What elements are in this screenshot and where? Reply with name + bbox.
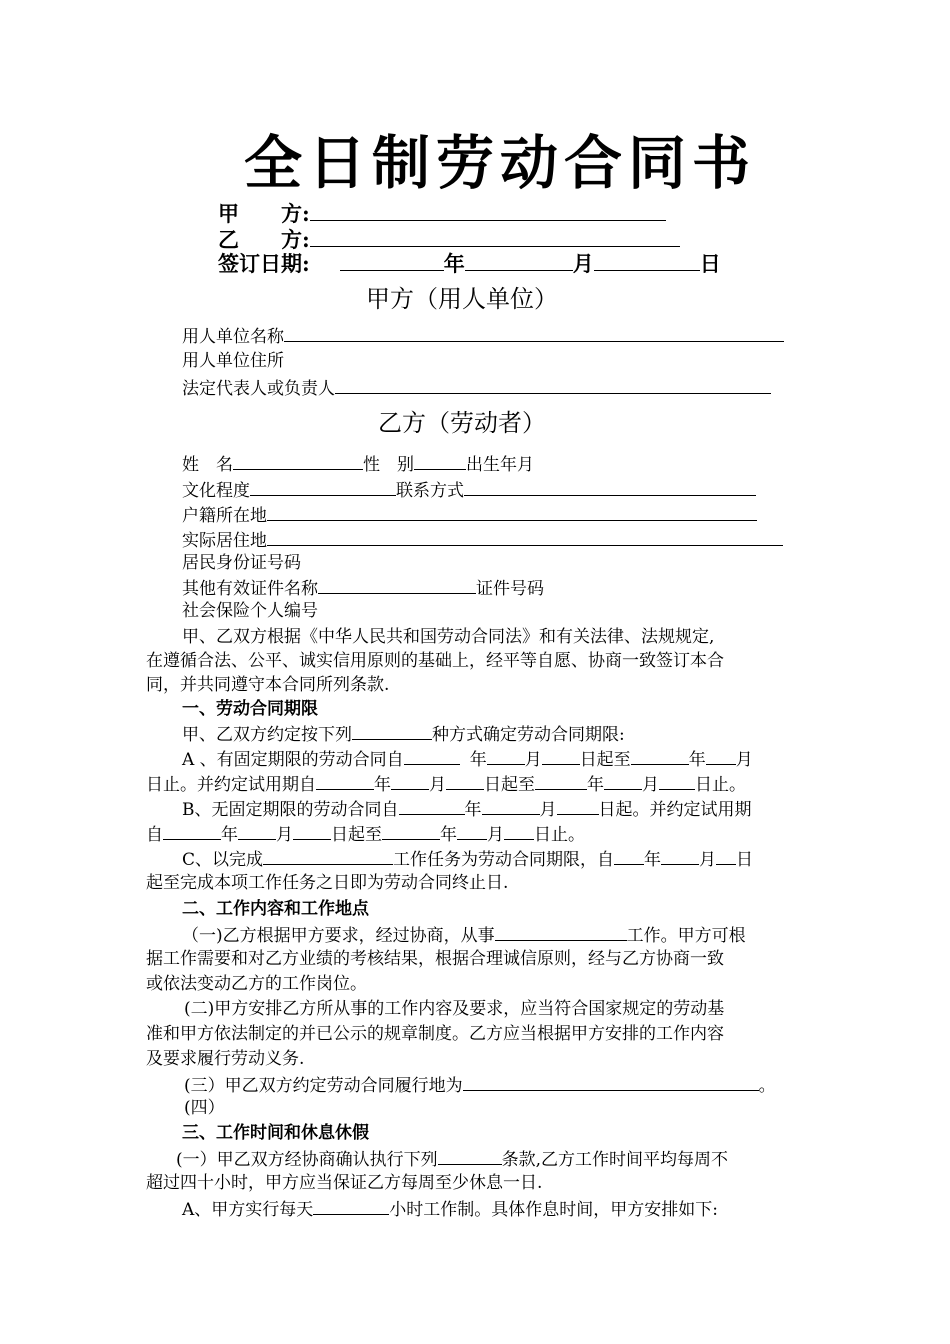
clause-1-a-prob-end-day-blank[interactable] xyxy=(659,772,695,790)
clause-1-a-line-2 xyxy=(146,772,746,796)
clause-2-p2-line-2: 准和甲方依法制定的并已公示的规章制度。乙方应当根据甲方安排的工作内容 xyxy=(146,1024,724,1044)
party-a-address-row xyxy=(182,350,284,372)
party-b-education-label: 文化程度 xyxy=(182,481,250,501)
clause-1-a-prob-year-label: 年 xyxy=(374,775,391,795)
cover-party-b-blank[interactable] xyxy=(310,229,680,247)
clause-1-a-prob-from-label: 日起至 xyxy=(484,775,535,795)
clause-1-b-prob-year-blank[interactable] xyxy=(163,822,221,840)
party-a-legal-rep-label: 法定代表人或负责人 xyxy=(182,379,335,399)
clause-1-b-day-blank[interactable] xyxy=(557,797,599,815)
party-b-social-security-row xyxy=(182,600,318,622)
clause-1-method-blank[interactable] xyxy=(352,722,432,740)
preamble-line-2: 在遵循合法、公平、诚实信用原则的基础上，经平等自愿、协商一致签订本合 xyxy=(146,651,724,671)
clause-1-b-prob-end-day-blank[interactable] xyxy=(504,822,534,840)
cover-year-blank[interactable] xyxy=(340,253,444,271)
clause-1-a-month-label: 月 xyxy=(524,750,542,770)
cover-party-b-label: 乙 方: xyxy=(218,227,310,252)
clause-1-b-prob-from-label: 日起至 xyxy=(331,825,382,845)
clause-2-heading: 二、工作内容和工作地点 xyxy=(182,899,369,919)
clause-1-c-month-label: 月 xyxy=(699,850,717,870)
cover-day-label: 日 xyxy=(699,251,721,276)
clause-1-b-line-2 xyxy=(146,822,585,846)
cover-month-label: 月 xyxy=(572,251,594,276)
clause-1-a-month-blank[interactable] xyxy=(487,747,525,765)
party-b-contact-label: 联系方式 xyxy=(396,481,464,501)
clause-3-clause-blank[interactable] xyxy=(438,1147,502,1165)
clause-2-p1-text-2: 工作。甲方可根 xyxy=(626,926,746,946)
cover-sign-date-label: 签订日期: xyxy=(218,251,310,276)
party-b-residence-blank[interactable] xyxy=(267,528,783,546)
cover-sign-date-row xyxy=(218,250,721,278)
clause-1-a-prob-end-month-blank[interactable] xyxy=(604,772,642,790)
clause-3-pa-text-2: 小时工作制。具体作息时间，甲方安排如下: xyxy=(389,1200,719,1220)
clause-1-a-end-year-label: 年 xyxy=(688,750,706,770)
clause-1-a-prob-year-blank[interactable] xyxy=(316,772,374,790)
cover-party-a-row xyxy=(218,200,666,228)
party-b-other-id-number-label: 证件号码 xyxy=(476,579,544,599)
party-b-education-blank[interactable] xyxy=(250,478,396,496)
party-a-heading: 甲方（用人单位） xyxy=(366,285,558,313)
party-b-heading: 乙方（劳动者） xyxy=(378,409,546,437)
clause-1-c-line-1 xyxy=(182,847,753,871)
party-b-name-label: 姓 名 xyxy=(182,455,233,475)
clause-1-b-prob-end-month-label: 月 xyxy=(487,825,504,845)
clause-1-c-line-2: 起至完成本项工作任务之日即为劳动合同终止日. xyxy=(146,873,509,893)
party-b-hukou-label: 户籍所在地 xyxy=(182,506,267,526)
cover-year-label: 年 xyxy=(443,251,465,276)
party-b-residence-label: 实际居住地 xyxy=(182,531,267,551)
clause-1-a-prob-end-year-label: 年 xyxy=(587,775,604,795)
clause-2-p1-text: （一)乙方根据甲方要求，经过协商，从事 xyxy=(182,926,495,946)
clause-1-a-day-blank[interactable] xyxy=(542,747,580,765)
party-b-name-blank[interactable] xyxy=(233,452,363,470)
clause-1-a-end-month-label: 月 xyxy=(735,750,753,770)
clause-1-b-year-label: 年 xyxy=(464,800,482,820)
party-b-gender-blank[interactable] xyxy=(414,452,466,470)
clause-1-a-prob-month-blank[interactable] xyxy=(391,772,429,790)
clause-1-a-from-label: 日起至 xyxy=(579,750,631,770)
clause-2-location-blank[interactable] xyxy=(463,1073,759,1091)
clause-3-p1-text-2: 条款,乙方工作时间平均每周不 xyxy=(501,1150,729,1170)
party-b-id-label: 居民身份证号码 xyxy=(182,553,301,573)
document-title: 全日制劳动合同书 xyxy=(244,129,757,197)
cover-day-blank[interactable] xyxy=(594,253,700,271)
party-b-other-id-label: 其他有效证件名称 xyxy=(182,579,318,599)
clause-2-p2-line-1: (二)甲方安排乙方所从事的工作内容及要求，应当符合国家规定的劳动基 xyxy=(184,999,725,1019)
clause-1-b-line-1 xyxy=(182,797,752,821)
clause-1-c-mid-text: 工作任务为劳动合同期限，自 xyxy=(393,850,615,870)
party-a-name-blank[interactable] xyxy=(284,324,784,342)
clause-1-intro xyxy=(182,722,625,746)
clause-2-job-blank[interactable] xyxy=(495,923,627,941)
party-b-birth-label: 出生年月 xyxy=(466,455,534,475)
party-b-other-id-row xyxy=(182,576,544,600)
clause-2-p4: (四） xyxy=(184,1098,225,1118)
clause-1-b-prob-end-year-label: 年 xyxy=(440,825,457,845)
clause-1-a-end-month-blank[interactable] xyxy=(706,747,736,765)
party-b-contact-blank[interactable] xyxy=(464,478,756,496)
clause-1-b-month-label: 月 xyxy=(539,800,557,820)
party-b-gender-label: 性 别 xyxy=(363,455,414,475)
party-b-hukou-row xyxy=(182,503,757,527)
clause-1-c-day-blank[interactable] xyxy=(716,847,736,865)
clause-1-a-prob-end-year-blank[interactable] xyxy=(535,772,587,790)
clause-1-a-probation-text: 日止。并约定试用期自 xyxy=(146,775,316,795)
clause-1-intro-text-2: 种方式确定劳动合同期限: xyxy=(432,725,625,745)
clause-1-b-year-blank[interactable] xyxy=(399,797,465,815)
clause-1-b-month-blank[interactable] xyxy=(482,797,540,815)
clause-1-b-prob-stop-label: 日止。 xyxy=(534,825,585,845)
clause-2-p3-text: (三）甲乙双方约定劳动合同履行地为 xyxy=(184,1076,463,1096)
clause-1-c-month-blank[interactable] xyxy=(661,847,699,865)
party-b-social-security-label: 社会保险个人编号 xyxy=(182,601,318,621)
party-b-id-row xyxy=(182,552,301,574)
clause-1-c-year-label: 年 xyxy=(644,850,662,870)
preamble-line-3: 同，并共同遵守本合同所列条款. xyxy=(146,675,390,695)
clause-3-p1-line-2: 超过四十小时，甲方应当保证乙方每周至少休息一日. xyxy=(146,1173,543,1193)
party-a-legal-rep-row xyxy=(182,376,771,400)
clause-2-p2-line-3: 及要求履行劳动义务. xyxy=(146,1049,305,1069)
clause-1-heading: 一、劳动合同期限 xyxy=(182,699,318,719)
clause-3-pa-text: A、甲方实行每天 xyxy=(182,1200,314,1220)
clause-1-b-prob-year-label: 年 xyxy=(221,825,238,845)
party-a-address-label: 用人单位住所 xyxy=(182,351,284,371)
clause-1-a-year-label: 年 xyxy=(469,750,487,770)
clause-1-a-year-blank[interactable] xyxy=(404,747,460,765)
clause-1-b-prob-end-month-blank[interactable] xyxy=(457,822,487,840)
clause-1-a-prob-month-label: 月 xyxy=(429,775,446,795)
clause-2-p3-end: 。 xyxy=(758,1076,776,1096)
party-b-name-row xyxy=(182,452,534,476)
party-b-education-row xyxy=(182,478,756,502)
cover-month-blank[interactable] xyxy=(465,253,573,271)
clause-1-a-end-year-blank[interactable] xyxy=(631,747,689,765)
clause-1-a-prob-stop-label: 日止。 xyxy=(695,775,746,795)
clause-3-p1-line-1 xyxy=(176,1147,728,1171)
party-b-hukou-blank[interactable] xyxy=(267,503,757,521)
clause-1-b-prob-day-blank[interactable] xyxy=(293,822,331,840)
clause-1-c-day-label: 日 xyxy=(736,850,754,870)
clause-2-p1-line-3: 或依法变动乙方的工作岗位。 xyxy=(146,974,367,994)
clause-1-b-prob-month-label: 月 xyxy=(276,825,293,845)
clause-2-p1-line-1 xyxy=(182,923,746,947)
clause-3-p1-text: (一）甲乙双方经协商确认执行下列 xyxy=(176,1150,438,1170)
party-a-name-label: 用人单位名称 xyxy=(182,327,284,347)
party-b-residence-row xyxy=(182,528,783,552)
clause-1-a-line-1 xyxy=(182,747,753,771)
clause-1-b-end-text: 日起。并约定试用期 xyxy=(598,800,752,820)
party-a-legal-rep-blank[interactable] xyxy=(335,376,771,394)
clause-1-c-year-blank[interactable] xyxy=(614,847,644,865)
clause-3-hours-blank[interactable] xyxy=(313,1197,389,1215)
clause-1-c-task-blank[interactable] xyxy=(263,847,393,865)
clause-1-a-text: A 、有固定期限的劳动合同自 xyxy=(182,750,404,770)
clause-3-pa xyxy=(182,1197,718,1221)
preamble-line-1: 甲、乙双方根据《中华人民共和国劳动合同法》和有关法律、法规规定, xyxy=(182,627,715,647)
clause-1-a-prob-day-blank[interactable] xyxy=(446,772,484,790)
clause-2-p1-line-2: 据工作需要和对乙方业绩的考核结果，根据合理诚信原则，经与乙方协商一致 xyxy=(146,949,724,969)
party-b-other-id-blank[interactable] xyxy=(318,576,476,594)
cover-party-a-blank[interactable] xyxy=(310,203,666,221)
clause-1-b-prob-end-year-blank[interactable] xyxy=(382,822,440,840)
clause-1-b-text: B、无固定期限的劳动合同自 xyxy=(182,800,399,820)
clause-1-intro-text: 甲、乙双方约定按下列 xyxy=(182,725,352,745)
clause-2-p3 xyxy=(184,1073,776,1097)
clause-3-heading: 三、工作时间和休息休假 xyxy=(182,1123,369,1143)
clause-1-a-prob-end-month-label: 月 xyxy=(642,775,659,795)
clause-1-b-prob-month-blank[interactable] xyxy=(238,822,276,840)
clause-1-c-text: C、以完成 xyxy=(182,850,264,870)
cover-party-a-label: 甲 方: xyxy=(218,201,310,226)
party-a-name-row xyxy=(182,324,784,348)
clause-1-b-from-text: 自 xyxy=(146,825,163,845)
